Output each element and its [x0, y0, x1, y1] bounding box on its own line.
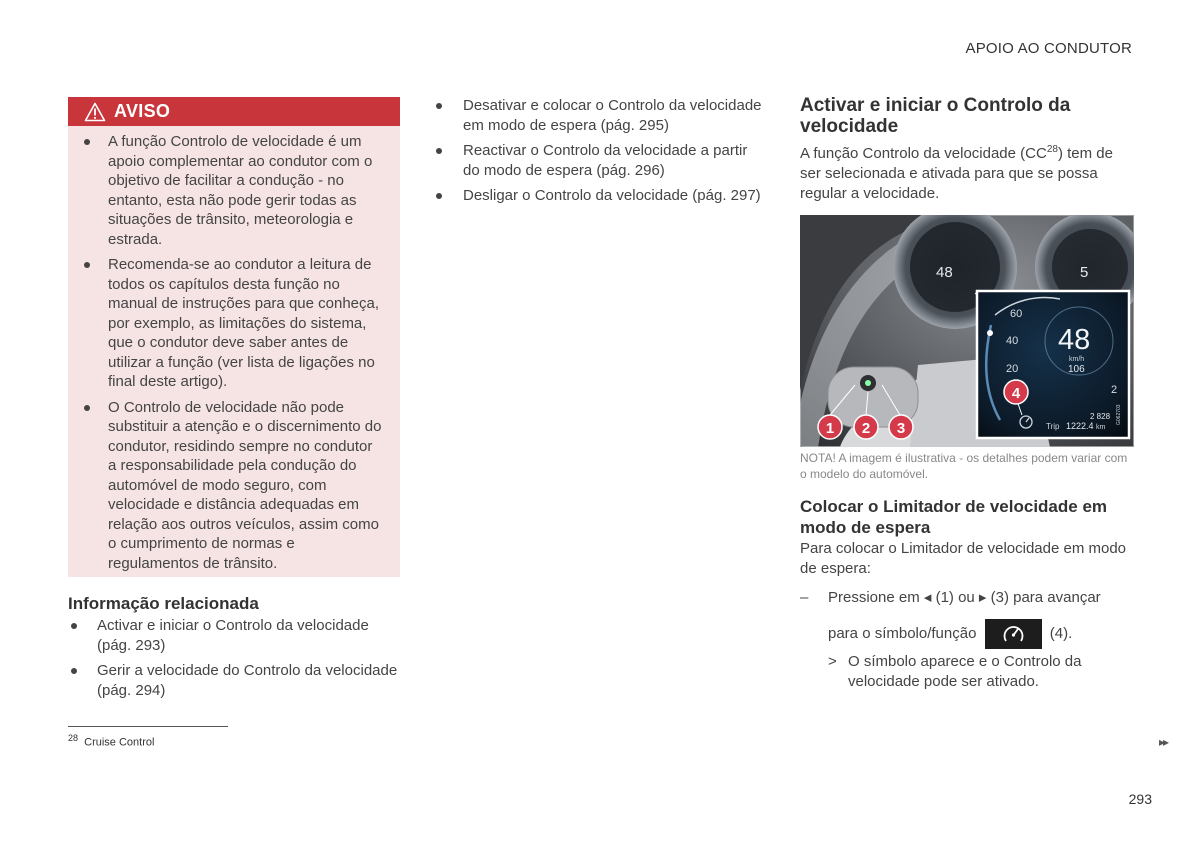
- warning-item: O Controlo de velocidade não pode substituir a atenção e o discernimento do condutor, residindo sempre no condutor a responsabilidade pela condução do automóvel de modo seguro, com velocidade e distância adequadas em relação aos outros veículos, assim como o cumprimento de normas e regulamentos de trânsito.: [68, 398, 382, 574]
- image-code: G062703: [1116, 404, 1122, 425]
- related-link[interactable]: Gerir a velocidade do Controlo da velocidade (pág. 294): [68, 661, 400, 700]
- related-info: [68, 594, 400, 706]
- footnote-rule: [68, 726, 228, 727]
- section-header: APOIO AO CONDUTOR: [965, 40, 1132, 57]
- right-column-lower: [800, 451, 1135, 692]
- figure-caption: NOTA! A imagem é ilustrativa - os detalhes podem variar com o modelo do automóvel.: [800, 451, 1128, 481]
- warning-triangle-icon: [84, 102, 106, 122]
- related-link[interactable]: Desligar o Controlo da velocidade (pág. 297): [433, 186, 768, 206]
- related-link[interactable]: Desativar e colocar o Controlo da velocidade em modo de espera (pág. 295): [433, 96, 768, 135]
- subsection-intro: Para colocar o Limitador de velocidade em modo de espera:: [800, 540, 1127, 577]
- trip-value: 1222.4: [1066, 421, 1094, 431]
- footnote: $^{28}$ Cruise Control: [68, 733, 155, 749]
- step-item: – Pressione em ◂ (1) ou ▸ (3) para avançar para o símbolo/função (4). > O símbolo aparece e o Controlo da velocidade pode ser ativado.: [800, 588, 1135, 692]
- middle-column: [433, 96, 768, 212]
- svg-text:3: 3: [896, 420, 906, 437]
- trip-unit: km: [1096, 424, 1106, 431]
- tick-40: 40: [1006, 335, 1019, 347]
- continue-arrows-icon: ▸▸: [1158, 735, 1167, 749]
- inset-edge-digit: 2: [1111, 384, 1118, 396]
- sub-value: 106: [1068, 364, 1085, 375]
- odometer: 2 828: [1090, 412, 1111, 421]
- warning-title-bar: [68, 97, 400, 126]
- step-result: > O símbolo aparece e o Controlo da velocidade pode ser ativado.: [828, 653, 1082, 690]
- section-title: Activar e iniciar o Controlo da velocidade: [800, 95, 1071, 137]
- related-link[interactable]: Activar e iniciar o Controlo da velocidade (pág. 293): [68, 616, 400, 655]
- warning-list: [68, 132, 400, 573]
- instrument-cluster-illustration: [800, 215, 1134, 447]
- trip-label: Trip: [1046, 422, 1060, 431]
- cruise-control-symbol-icon: [985, 619, 1042, 649]
- svg-text:4: 4: [1011, 385, 1021, 402]
- tick-20: 20: [1006, 363, 1019, 375]
- warning-title: AVISO: [114, 101, 171, 121]
- right-column: [800, 95, 1135, 204]
- cluster-speed-small: 48: [936, 264, 953, 281]
- svg-text:1: 1: [825, 420, 835, 437]
- related-title: Informação relacionada: [68, 594, 259, 613]
- cluster-gear: 5: [1080, 264, 1089, 281]
- callout-2: [854, 415, 878, 439]
- callout-1: [818, 415, 842, 439]
- related-link[interactable]: Reactivar o Controlo da velocidade a partir do modo de espera (pág. 296): [433, 141, 768, 180]
- inset-speed: 48: [1058, 324, 1091, 356]
- tick-60: 60: [1010, 308, 1023, 320]
- warning-item: Recomenda-se ao condutor a leitura de todos os capítulos desta função no manual de instruções para que conheça, por exemplo, as limitações do sistema, que o condutor deve saber antes de utilizar a função (ver lista de ligações no final deste artigo).: [68, 255, 382, 392]
- subsection-title: Colocar o Limitador de velocidade em modo de espera: [800, 497, 1108, 537]
- step-dash: –: [800, 589, 809, 606]
- footnote-ref[interactable]: 28: [1046, 144, 1058, 155]
- page-number: 293: [1128, 791, 1152, 807]
- warning-box: [68, 97, 400, 577]
- speed-unit: km/h: [1069, 356, 1085, 363]
- svg-text:2: 2: [861, 420, 871, 437]
- callout-4: [1004, 380, 1028, 404]
- warning-item: A função Controlo de velocidade é um apoio complementar ao condutor com o objetivo de facilitar a condução - no entanto, esta não pode gerir todas as situações de trânsito, meteorologia e estrada.: [68, 132, 382, 249]
- callout-3: [889, 415, 913, 439]
- intro-paragraph: A função Controlo da velocidade (CC$^{28}$) tem de ser selecionada e ativada para que se possa regular a velocidade.: [800, 144, 1113, 202]
